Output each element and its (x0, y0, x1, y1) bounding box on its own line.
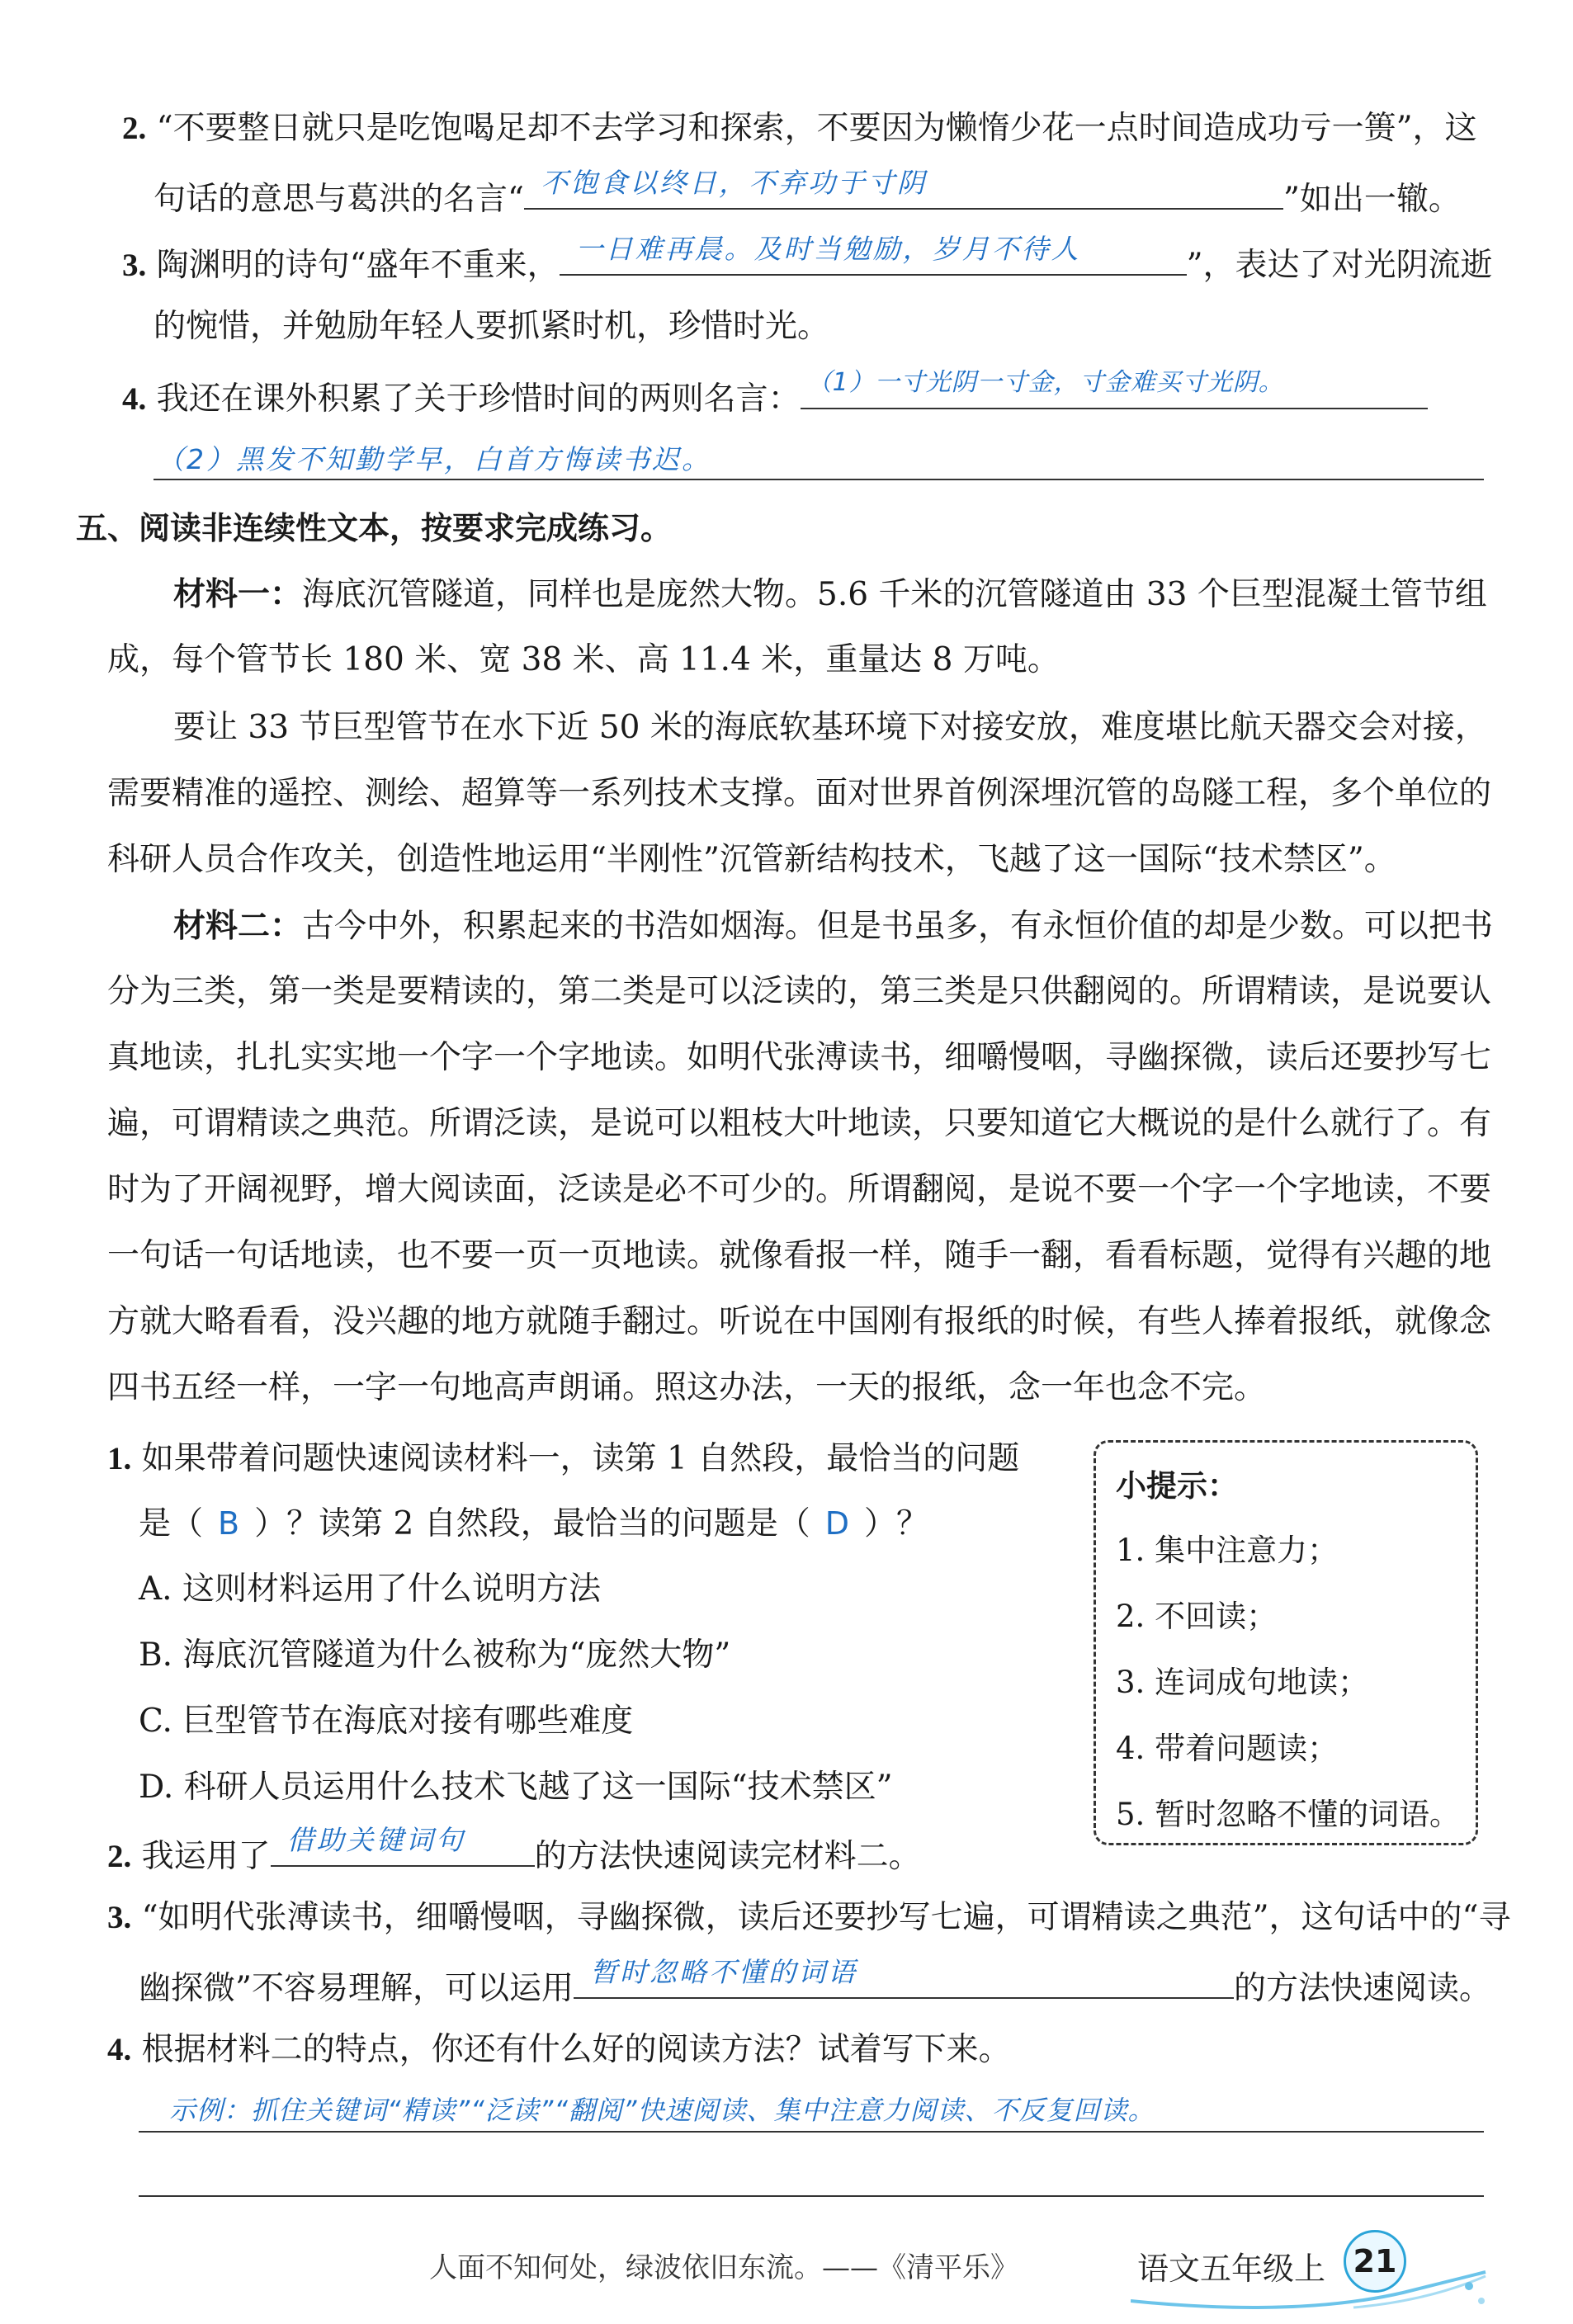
handwritten-answer: （2）黑发不知勤学早，白首方悔读书迟。 (157, 443, 711, 475)
answer-blank[interactable] (560, 233, 1187, 276)
question-text: 如果带着问题快速阅读材料一，读第 1 自然段，最恰当的问题 (141, 1440, 1020, 1477)
section-title: 五、阅读非连续性文本，按要求完成练习。 (76, 510, 673, 546)
question-text: 是（ (139, 1505, 204, 1542)
answer-blank[interactable] (524, 167, 1283, 210)
sub-question-4-answer[interactable] (169, 2086, 1155, 2133)
option-a: A. 这则材料运用了什么说明方法 (139, 1571, 601, 1608)
material-text: 古今中外，积累起来的书浩如烟海。但是书虽多，有永恒价值的却是少数。可以把书 (302, 908, 1494, 945)
page-number: 21 (1344, 2230, 1406, 2293)
sub-question-2 (107, 1824, 921, 1880)
question-3-line-1 (122, 233, 1493, 289)
question-4-line-2 (157, 436, 711, 483)
question-number: 1. (107, 1441, 132, 1476)
handwritten-answer: 示例：抓住关键词“精读”“泛读”“翻阅”快速阅读、集中注意力阅读、不反复回读。 (169, 2095, 1155, 2126)
material-2-line-3: 真地读，扎扎实实地一个字一个字地读。如明代张溥读书，细嚼慢咽，寻幽探微，读后还要抄写七 (107, 1039, 1492, 1076)
footer-quote: 人面不知何处，绿波依旧东流。——《清平乐》 (429, 2251, 1018, 2284)
handwritten-answer: （1）一寸光阴一寸金，寸金难买寸光阴。 (806, 368, 1284, 397)
handwritten-answer: 暂时忽略不懂的词语 (589, 1956, 857, 1988)
sub-question-3-line-1 (107, 1895, 1510, 1941)
answer-choice-1[interactable]: B (218, 1505, 240, 1542)
material-label: 材料二： (173, 907, 303, 945)
handwritten-answer: 不饱食以终日，不弃功于寸阴 (540, 167, 927, 199)
answer-blank[interactable] (271, 1824, 535, 1867)
material-1-para-2-line-1: 要让 33 节巨型管节在水下近 50 米的海底软基环境下对接安放，难度堪比航天器交会对接， (173, 709, 1487, 746)
question-text: 我运用了 (141, 1838, 271, 1875)
question-2-line-1 (122, 106, 1477, 152)
sub-question-4-line-1 (107, 2027, 1011, 2073)
answer-blank[interactable] (574, 1956, 1234, 1999)
tip-item: 4. 带着问题读； (1116, 1731, 1339, 1766)
question-number: 3. (107, 1900, 132, 1935)
option-b: B. 海底沉管隧道为什么被称为“庞然大物” (139, 1637, 731, 1674)
question-text: 根据材料二的特点，你还有什么好的阅读方法？试着写下来。 (141, 2031, 1011, 2068)
answer-rule (139, 2195, 1484, 2197)
material-2-line-2: 分为三类，第一类是要精读的，第二类是可以泛读的，第三类是只供翻阅的。所谓精读，是说要认 (107, 973, 1492, 1010)
question-number: 4. (107, 2032, 132, 2067)
question-text: “如明代张溥读书，细嚼慢咽，寻幽探微，读后还要抄写七遍，可谓精读之典范”，这句话中的“寻 (141, 1899, 1511, 1936)
material-2-line-4: 遍，可谓精读之典范。所谓泛读，是说可以粗枝大叶地读，只要知道它大概说的是什么就行了。有 (107, 1105, 1492, 1142)
answer-choice-2[interactable]: D (824, 1505, 849, 1542)
question-text: 的惋惜，并勉励年轻人要抓紧时机，珍惜时光。 (154, 308, 830, 345)
sub-question-1-line-1 (107, 1436, 1019, 1482)
material-1-para-2-line-2: 需要精准的遥控、测绘、超算等一系列技术支撑。面对世界首例深埋沉管的岛隧工程，多个单位的 (107, 775, 1492, 812)
material-1-line-2: 成，每个管节长 180 米、宽 38 米、高 11.4 米，重量达 8 万吨。 (107, 641, 1060, 678)
book-title: 语文五年级上 (1137, 2251, 1326, 2287)
question-number: 2. (122, 111, 147, 146)
question-text: ）？读第 2 自然段，最恰当的问题是（ (254, 1505, 810, 1542)
handwritten-answer: 一日难再晨。及时当勉励，岁月不待人 (575, 233, 1081, 265)
question-number: 3. (122, 248, 147, 283)
tip-item: 5. 暂时忽略不懂的词语。 (1116, 1797, 1461, 1832)
tip-item: 1. 集中注意力； (1116, 1533, 1339, 1568)
material-label: 材料一： (173, 575, 303, 613)
question-number: 2. (107, 1839, 132, 1874)
question-text: 我还在课外积累了关于珍惜时间的两则名言： (156, 380, 801, 418)
sub-question-1-line-2 (139, 1500, 928, 1547)
material-2-line-5: 时为了开阔视野，增大阅读面，泛读是必不可少的。所谓翻阅，是说不要一个字一个字地读，不要 (107, 1171, 1492, 1208)
question-text: ）？ (863, 1505, 928, 1542)
question-text: ”，表达了对光阴流逝 (1186, 247, 1493, 284)
tips-title: 小提示： (1116, 1468, 1238, 1504)
material-2-line-7: 方就大略看看，没兴趣的地方就随手翻过。听说在中国刚有报纸的时候，有些人捧着报纸，就像念 (107, 1303, 1492, 1340)
tips-box (1094, 1440, 1478, 1845)
question-text: ”如出一辙。 (1282, 181, 1461, 218)
answer-rule (139, 2131, 1484, 2133)
question-4-line-1 (122, 368, 1428, 423)
material-text: 海底沉管隧道，同样也是庞然大物。5.6 千米的沉管隧道由 33 个巨型混凝土管节组 (302, 576, 1487, 613)
question-text: 幽探微”不容易理解，可以运用 (139, 1970, 574, 2007)
question-3-line-2 (154, 304, 829, 350)
question-number: 4. (122, 381, 147, 417)
option-d: D. 科研人员运用什么技术飞越了这一国际“技术禁区” (139, 1769, 893, 1806)
question-text: 的方法快速阅读完材料二。 (534, 1838, 921, 1875)
material-2-line-6: 一句话一句话地读，也不要一页一页地读。就像看报一样，随手一翻，看看标题，觉得有兴趣的地 (107, 1237, 1492, 1274)
question-text: “不要整日就只是吃饱喝足却不去学习和探索，不要因为懒惰少花一点时间造成功亏一篑”，这 (156, 110, 1477, 147)
question-text: 句话的意思与葛洪的名言“ (154, 181, 524, 218)
tip-item: 2. 不回读； (1116, 1599, 1278, 1634)
material-1-para-2-line-3: 科研人员合作攻关，创造性地运用“半刚性”沉管新结构技术，飞越了这一国际“技术禁区”。 (107, 841, 1396, 878)
material-2-line-8: 四书五经一样，一字一句地高声朗诵。照这办法，一天的报纸，念一年也念不完。 (107, 1369, 1267, 1406)
material-2-line-1 (173, 903, 1493, 950)
material-1-line-1 (173, 571, 1487, 618)
handwritten-answer: 借助关键词句 (286, 1824, 465, 1856)
sub-question-3-line-2 (139, 1956, 1491, 2012)
tip-item: 3. 连词成句地读； (1116, 1665, 1369, 1700)
question-2-line-2 (154, 167, 1461, 223)
answer-blank[interactable] (801, 368, 1428, 409)
question-text: 的方法快速阅读。 (1233, 1970, 1491, 2007)
question-text: 陶渊明的诗句“盛年不重来， (156, 247, 560, 284)
option-c: C. 巨型管节在海底对接有哪些难度 (139, 1703, 634, 1740)
